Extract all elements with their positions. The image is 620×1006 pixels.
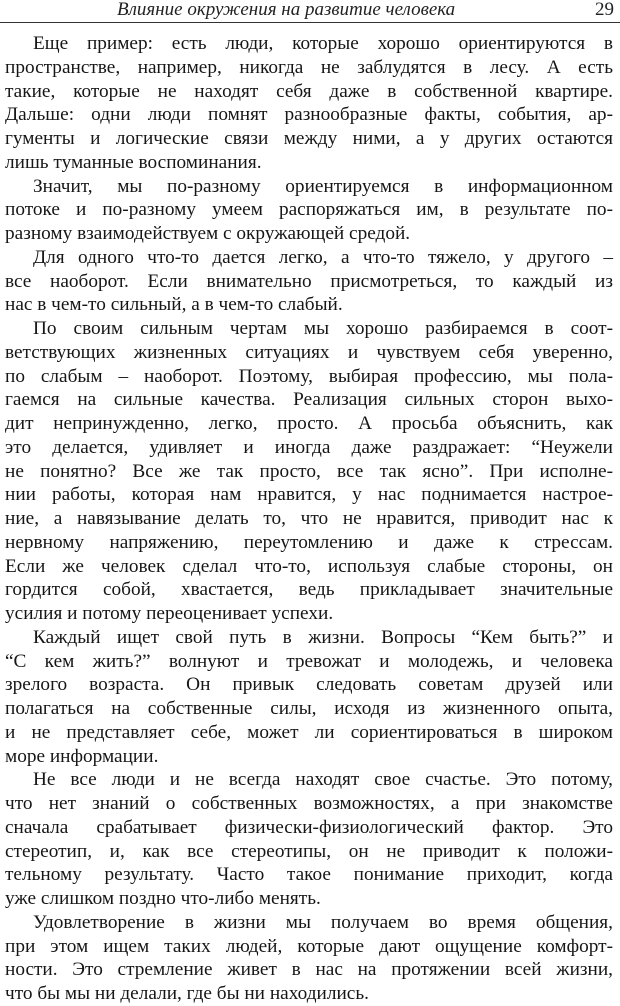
- page-number: 29: [595, 0, 614, 20]
- text-line: не понятно? Все же так просто, все так ясно”. При исполне-: [5, 460, 613, 482]
- text-line: это делается, удивляет и иногда даже раздражает: “Неужели: [5, 436, 613, 458]
- text-line: зрелого возраста. Он привык следовать советам друзей или: [5, 674, 613, 696]
- text-line: сначала срабатывает физически-физиологический фактор. Это: [5, 816, 613, 838]
- text-line: и не представляет себе, может ли сориентироваться в широком: [5, 721, 613, 743]
- text-line: ние, а навязывание делать то, что не нравится, приводит нас к: [5, 508, 613, 529]
- text-line: море информации.: [5, 745, 159, 767]
- text-line: Дальше: одни люди помнят разнообразные факты, события, ар-: [5, 104, 613, 126]
- text-line: гументы и логические связи между ними, а у других остаются: [5, 128, 613, 149]
- text-line: потоке и по-разному умеем распоряжаться им, в результате по-: [5, 199, 613, 221]
- text-line: По своим сильным чертам мы хорошо разбираемся в соот-: [33, 318, 613, 339]
- text-line: ветствующих жизненных ситуациях и чувствуем себя уверенно,: [5, 341, 613, 363]
- paragraph: [5, 32, 613, 175]
- text-line: такие, которые не находят себя даже в собственной квартире.: [5, 80, 613, 102]
- text-line: пространстве, например, никогда не заблудятся в лесу. А есть: [5, 56, 613, 78]
- text-line: Каждый ищет свой путь в жизни. Вопросы “Кем быть?” и: [33, 626, 613, 648]
- text-line: разному взаимодействуем с окружающей средой.: [5, 223, 411, 244]
- text-line: стереотип, и, как все стереотипы, он не приводит к положи-: [5, 840, 613, 862]
- text-line: “С кем жить?” волнуют и тревожат и молодежь, и человека: [5, 650, 613, 672]
- text-line: усилия и потому переоценивает успехи.: [5, 603, 334, 624]
- page-header: [0, 0, 620, 26]
- text-line: ности. Это стремление живет в нас на протяжении всей жизни,: [5, 959, 613, 981]
- paragraph: [5, 175, 613, 246]
- text-line: нии работы, которая нам нравится, у нас поднимается настрое-: [5, 484, 613, 506]
- text-line: Значит, мы по-разному ориентируемся в информационном: [33, 175, 613, 197]
- text-line: Если же человек сделал что-то, используя слабые стороны, он: [5, 555, 613, 577]
- text-line: уже слишком поздно что-либо менять.: [5, 888, 321, 909]
- text-line: полагаться на собственные силы, исходя из жизненного опыта,: [5, 698, 613, 719]
- text-line: тельному результату. Часто такое понимание приходит, когда: [5, 864, 613, 886]
- text-line: Для одного что-то дается легко, а что-то тяжело, у другого –: [33, 246, 613, 268]
- paragraph: [5, 246, 613, 317]
- text-line: гаемся на сильные качества. Реализация сильных сторон выхо-: [5, 389, 613, 411]
- body-text: [5, 32, 613, 1006]
- text-line: что нет знаний о собственных возможностях, а при знакомстве: [5, 793, 613, 814]
- text-line: Удовлетворение в жизни мы получаем во время общения,: [33, 911, 613, 933]
- paragraph: [5, 768, 613, 911]
- paragraph: [5, 911, 613, 1006]
- text-line: при этом ищем таких людей, которые дают ощущение комфорт-: [5, 935, 613, 957]
- text-line: Еще пример: есть люди, которые хорошо ориентируются в: [33, 33, 613, 54]
- text-line: лишь туманные воспоминания.: [5, 151, 262, 173]
- text-line: по слабым – наоборот. Поэтому, выбирая профессию, мы пола-: [5, 365, 613, 387]
- text-line: нервному напряжению, переутомлению и даже к стрессам.: [5, 531, 613, 553]
- text-line: что бы мы ни делали, где бы ни находились.: [5, 983, 369, 1004]
- text-line: гордится собой, хвастается, ведь прикладывает значительные: [5, 579, 613, 601]
- text-line: нас в чем-то сильный, а в чем-то слабый.: [5, 294, 343, 316]
- paragraph: [5, 317, 613, 626]
- paragraph: [5, 626, 613, 769]
- text-line: все наоборот. Если внимательно присмотреться, то каждый из: [5, 270, 613, 292]
- header-rule: [0, 22, 620, 23]
- text-line: дит непринужденно, легко, просто. А просьба объяснить, как: [5, 413, 613, 434]
- text-line: Не все люди и не всегда находят свое счастье. Это потому,: [33, 769, 613, 791]
- running-head: Влияние окружения на развитие человека: [117, 0, 456, 20]
